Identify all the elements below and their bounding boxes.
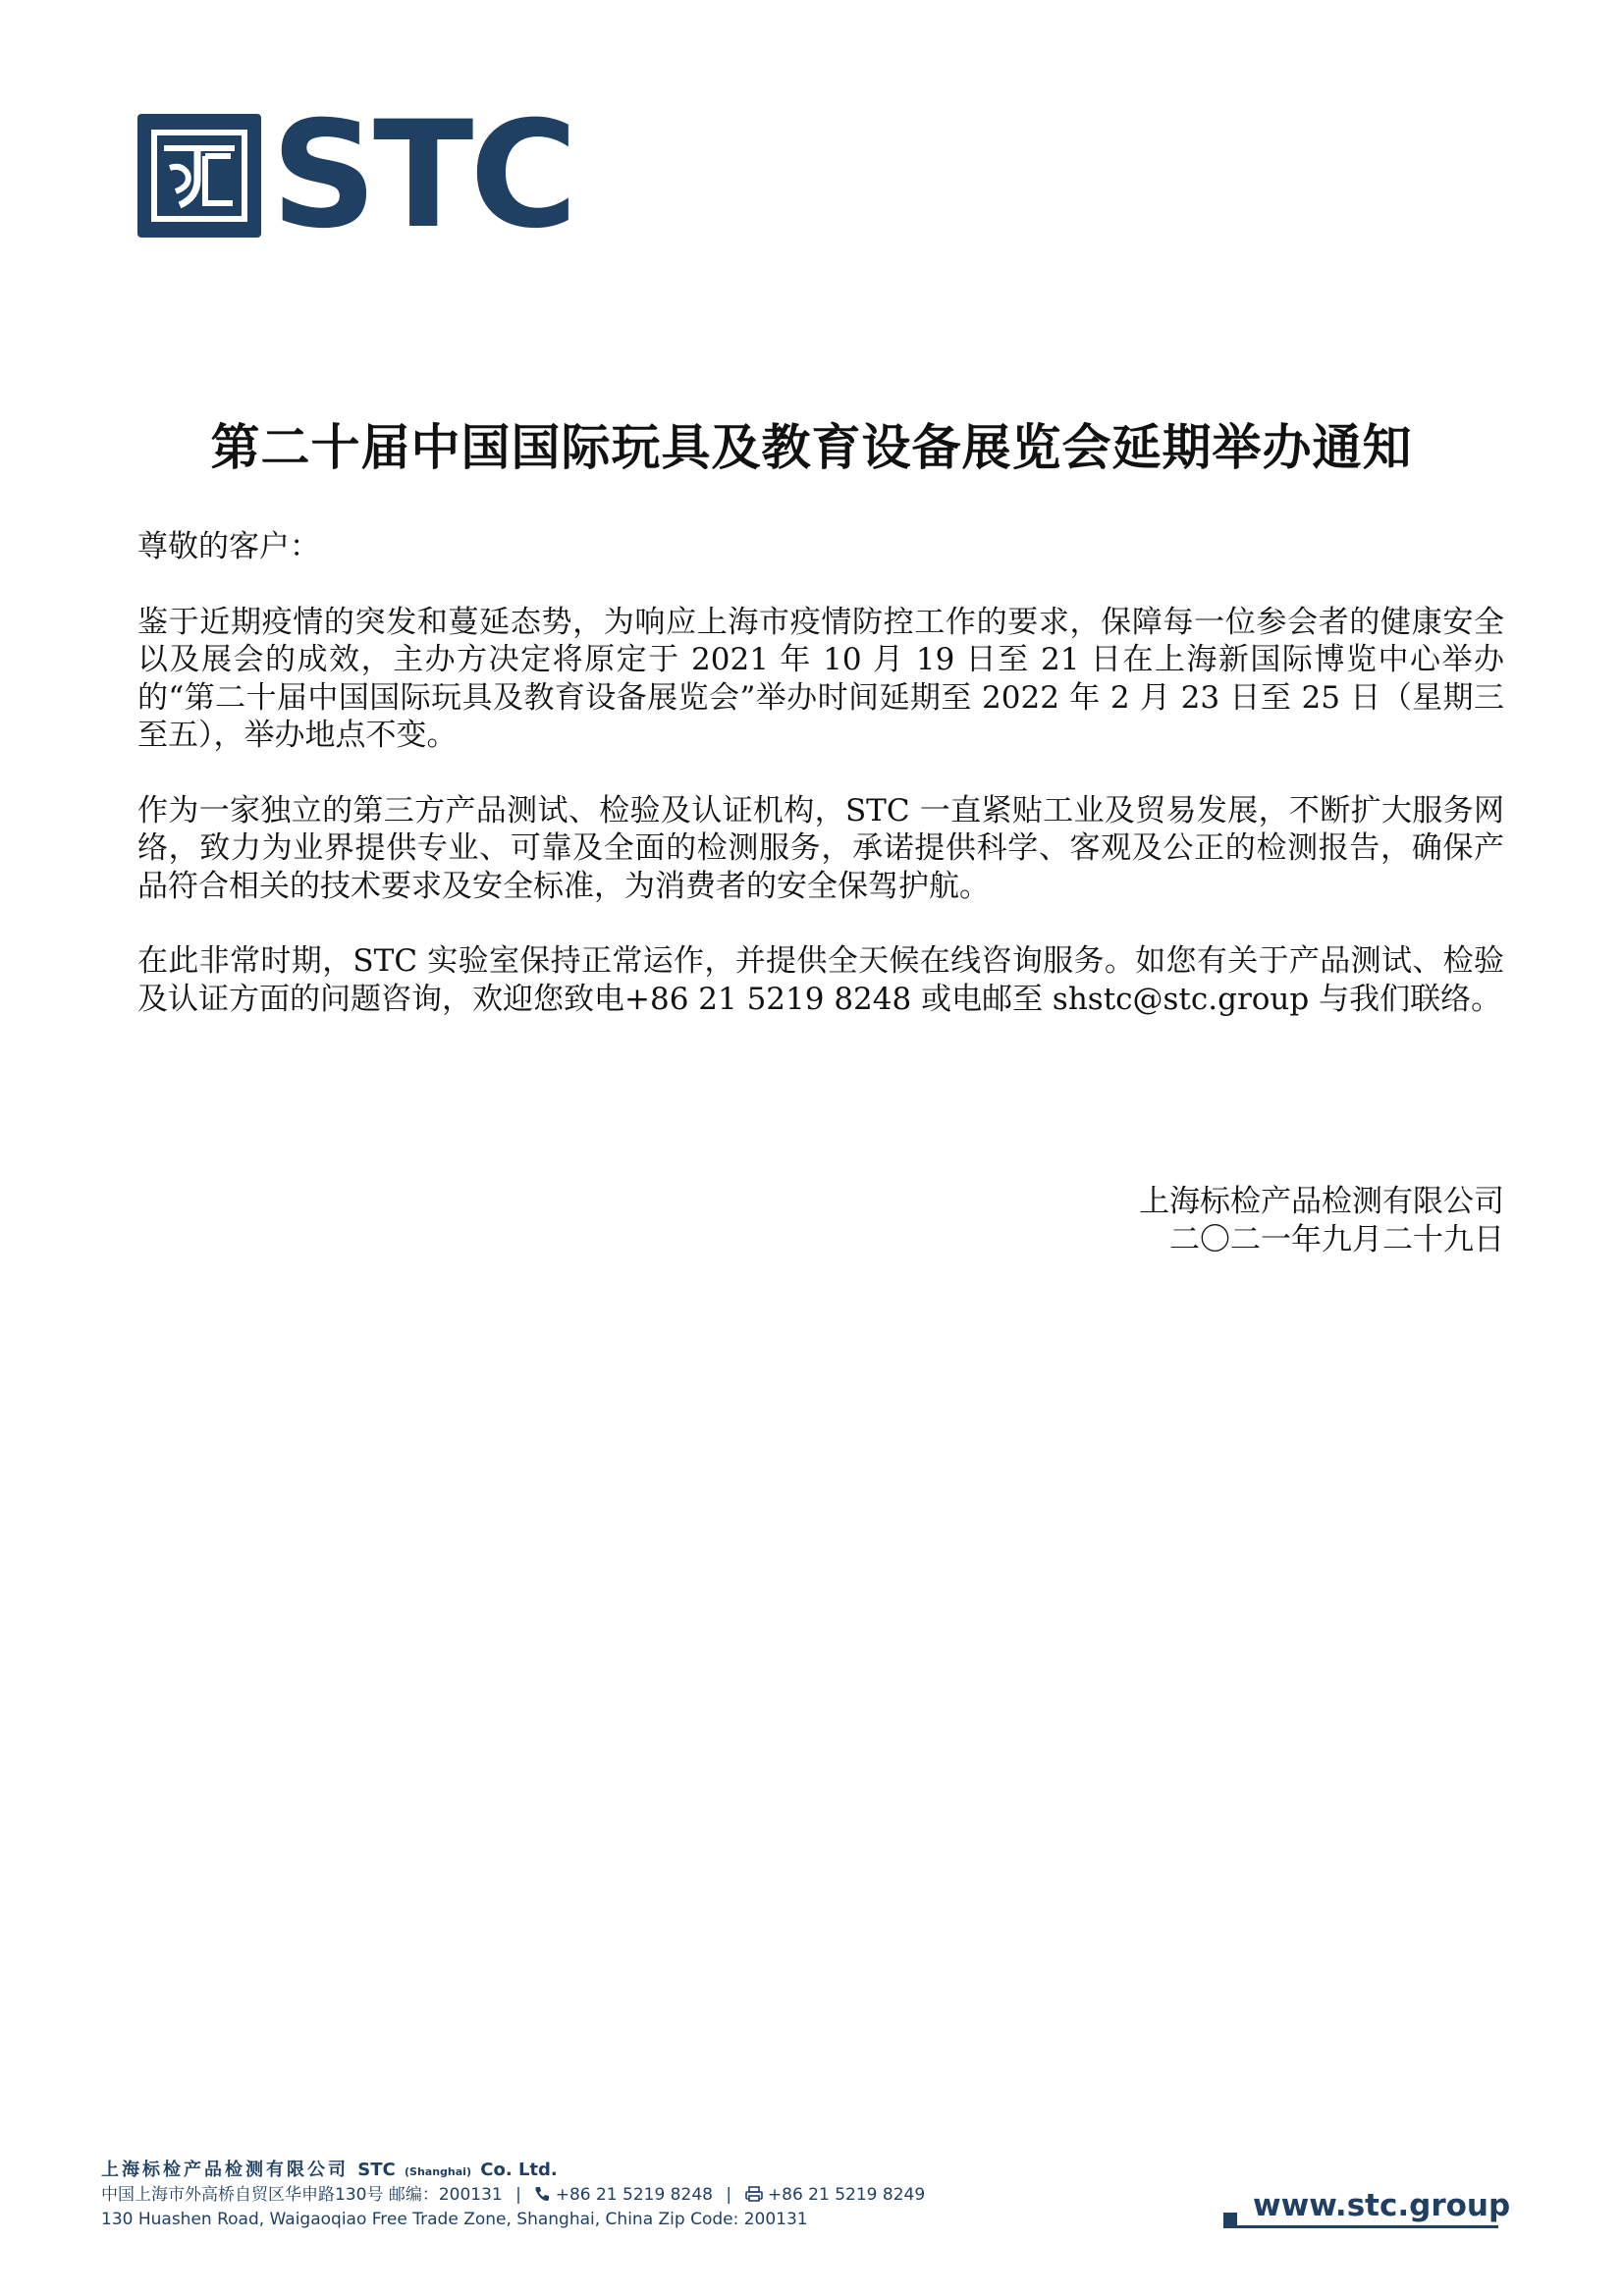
paragraph-postponement: 鉴于近期疫情的突发和蔓延态势，为响应上海市疫情防控工作的要求，保障每一位参会者的健康安全以及展会的成效，主办方决定将原定于 2021 年 10 月 19 日至 21 日在上海新国际博览中心举办的“第二十届中国国际玩具及教育设备展览会”举办时间延期至 2022 年 2 月 23 日至 25 日（星期三至五），举办地点不变。 [137,604,1504,753]
footer-company-name [101,2159,925,2184]
signature-company: 上海标检产品检测有限公司 [1139,1184,1504,1219]
footer-company-en-suffix: Co. Ltd. [480,2160,558,2180]
stc-logo [137,90,574,261]
footer-address-cn: 中国上海市外高桥自贸区华申路130号 邮编：200131 [101,2185,503,2205]
signature-block [1139,1183,1504,1258]
footer-square-marker [1223,2213,1237,2226]
fax-icon [745,2186,763,2209]
paragraph-about-stc: 作为一家独立的第三方产品测试、检验及认证机构，STC 一直紧贴工业及贸易发展，不断扩大服务网络，致力为业界提供专业、可靠及全面的检测服务，承诺提供科学、客观及公正的检测报告，确保产品符合相关的技术要求及安全标准，为消费者的安全保驾护航。 [137,792,1504,904]
footer-website[interactable]: www.stc.group [1253,2188,1511,2223]
footer-rule [1223,2225,1498,2228]
phone-icon [534,2186,550,2209]
footer-company-cn: 上海标检产品检测有限公司 [101,2160,349,2180]
signature-date: 二〇二一年九月二十九日 [1169,1221,1504,1257]
paragraph-contact: 在此非常时期，STC 实验室保持正常运作，并提供全天候在线咨询服务。如您有关于产品测试、检验及认证方面的问题咨询，欢迎您致电+86 21 5219 8248 或电邮至 shstc@stc.group 与我们联络。 [137,943,1504,1017]
footer-address-line: 中国上海市外高桥自贸区华申路130号 邮编：200131 | +86 21 5219 8248 | +86 21 5219 8249 [101,2184,925,2209]
footer-website-block [1223,2188,1511,2228]
logo-wordmark: STC [271,90,574,261]
stc-emblem-icon [137,114,261,238]
salutation: 尊敬的客户： [137,529,320,564]
footer-contact [101,2159,925,2231]
letter-body [137,528,1504,1018]
document-title: 第二十届中国国际玩具及教育设备展览会延期举办通知 [210,419,1413,476]
footer-company-en-small: (Shanghai) [405,2165,471,2178]
footer-fax: +86 21 5219 8249 [767,2185,926,2205]
footer-address-en: 130 Huashen Road, Waigaoqiao Free Trade Zone, Shanghai, China Zip Code: 200131 [101,2210,808,2229]
footer-phone: +86 21 5219 8248 [555,2185,713,2205]
footer-company-en: STC [357,2160,396,2180]
